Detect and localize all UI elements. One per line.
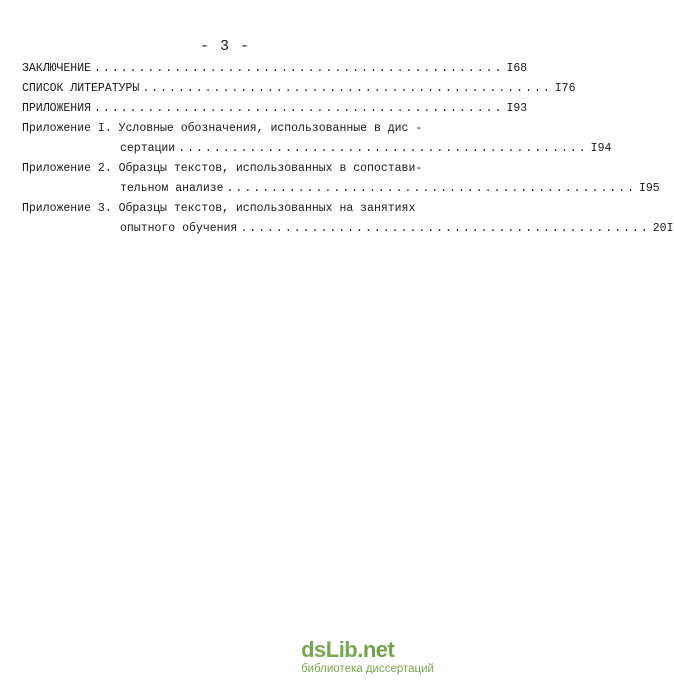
toc-leader-dots: .............................................. bbox=[178, 142, 588, 155]
dslib-logo bbox=[301, 638, 434, 662]
toc-entry-conclusion bbox=[22, 62, 528, 76]
toc-entry-page: I68 bbox=[506, 62, 528, 75]
dslib-logo-main: dsLib bbox=[301, 637, 358, 662]
dslib-subtitle: библиотека диссертаций bbox=[301, 663, 434, 675]
toc-entry-title: сертации bbox=[120, 142, 176, 155]
toc-entry-page: I95 bbox=[638, 182, 660, 195]
toc-leader-dots: .............................................. bbox=[94, 62, 504, 75]
appendix-1-line1: Приложение I. Условные обозначения, использованные в дис - bbox=[22, 122, 423, 135]
toc-entry-appendix-1 bbox=[120, 142, 612, 156]
toc-entry-title: СПИСОК ЛИТЕРАТУРЫ bbox=[22, 82, 140, 95]
appendix-3-line1: Приложение 3. Образцы текстов, использованных на занятиях bbox=[22, 202, 416, 215]
toc-leader-dots: .............................................. bbox=[226, 182, 636, 195]
toc-entry-appendix-2 bbox=[120, 182, 660, 196]
dslib-logo-tld: .net bbox=[357, 637, 395, 662]
toc-entry-title: ЗАКЛЮЧЕНИЕ bbox=[22, 62, 92, 75]
toc-entry-bibliography bbox=[22, 82, 576, 96]
toc-leader-dots: .............................................. bbox=[94, 102, 504, 115]
toc-entry-page: I94 bbox=[590, 142, 612, 155]
toc-entry-title: ПРИЛОЖЕНИЯ bbox=[22, 102, 92, 115]
page-number: - 3 - bbox=[199, 38, 250, 55]
toc-entry-appendix-3 bbox=[120, 222, 674, 236]
toc-leader-dots: .............................................. bbox=[142, 82, 552, 95]
toc-entry-appendices bbox=[22, 102, 528, 116]
toc-leader-dots: .............................................. bbox=[240, 222, 650, 235]
toc-entry-title: опытного обучения bbox=[120, 222, 238, 235]
appendix-2-line1: Приложение 2. Образцы текстов, использованных в сопостави- bbox=[22, 162, 423, 175]
toc-entry-title: тельном анализе bbox=[120, 182, 224, 195]
toc-entry-page: 20I bbox=[652, 222, 674, 235]
dslib-watermark bbox=[301, 638, 434, 676]
toc-entry-page: I76 bbox=[554, 82, 576, 95]
toc-entry-page: I93 bbox=[506, 102, 528, 115]
